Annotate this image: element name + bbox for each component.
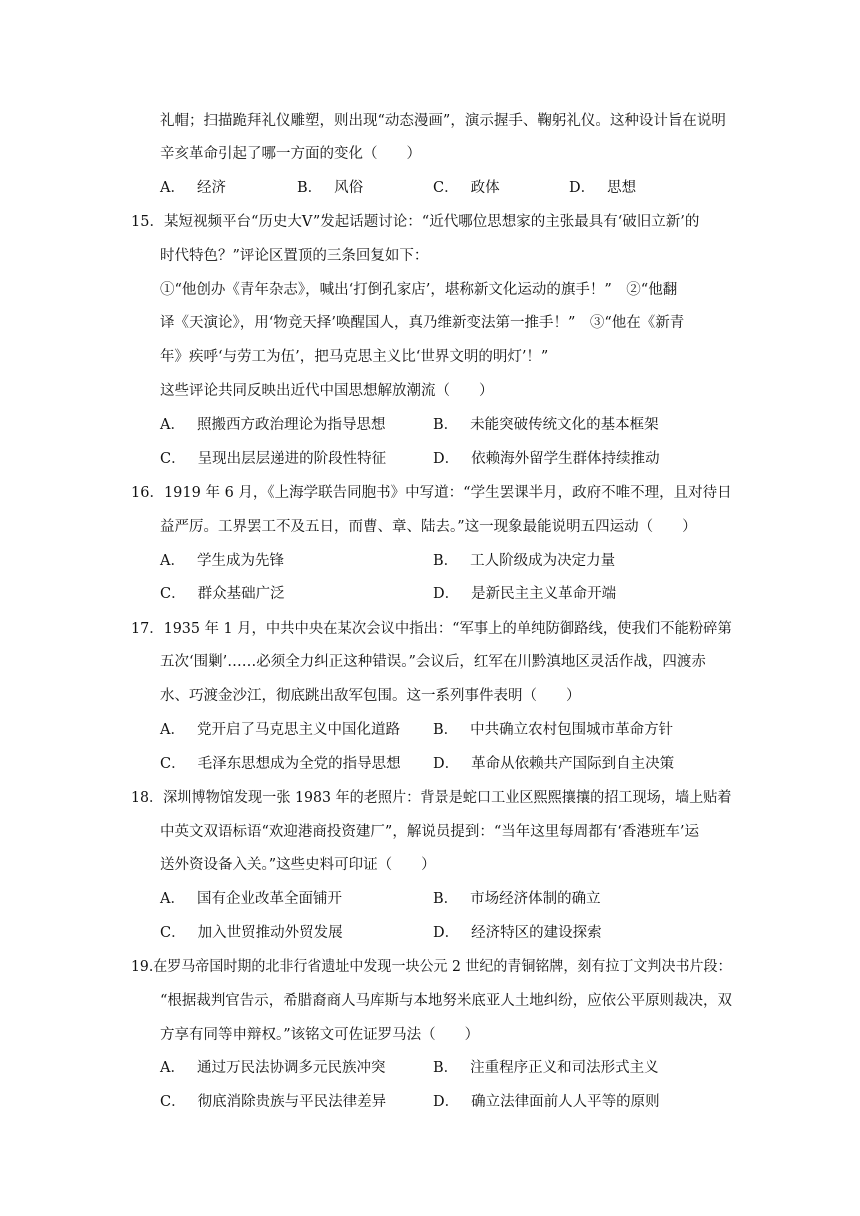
- q15-option-c[interactable]: [160, 449, 386, 469]
- q15-option-b[interactable]: [433, 415, 659, 435]
- q19-option-b[interactable]: [433, 1058, 659, 1078]
- option-key: C．: [160, 925, 186, 941]
- option-text: 市场经济体制的确立: [470, 891, 601, 907]
- q19-option-a[interactable]: [160, 1058, 385, 1078]
- option-key: B．: [433, 417, 459, 433]
- q16-option-c[interactable]: [160, 584, 285, 604]
- option-key: D．: [433, 451, 460, 467]
- q15-option-a[interactable]: [160, 415, 385, 435]
- q16-stem-line-1: 16．1919 年 6 月，《上海学联告同胞书》中写道：“学生罢课半月，政府不唯不理，且对待日: [131, 485, 732, 501]
- option-key: B．: [433, 891, 459, 907]
- q14-option-b[interactable]: [297, 178, 363, 198]
- q18-stem-line-1: 18．深圳博物馆发现一张 1983 年的老照片：背景是蛇口工业区熙熙攘攘的招工现场，墙上贴着: [131, 790, 732, 806]
- q17-option-a[interactable]: [160, 720, 400, 740]
- q14-option-d[interactable]: [569, 178, 636, 198]
- option-key: D．: [433, 756, 460, 772]
- q17-option-b[interactable]: [433, 720, 673, 740]
- q17-stem-line-3: 水、巧渡金沙江，彻底跳出敌军包围。这一系列事件表明（ ）: [160, 688, 581, 704]
- option-key: C．: [433, 180, 459, 196]
- option-key: A．: [160, 891, 185, 907]
- q16-option-a[interactable]: [160, 551, 284, 571]
- q15-stem-line-3: ①“他创办《青年杂志》，喊出‘打倒孔家店’，堪称新文化运动的旗手！” ②“他翻: [160, 282, 678, 298]
- option-key: B．: [433, 722, 459, 738]
- option-text: 依赖海外留学生群体持续推动: [471, 451, 660, 467]
- q18-option-c[interactable]: [160, 923, 343, 943]
- q17-option-d[interactable]: [433, 754, 674, 774]
- option-text: 经济: [196, 180, 226, 196]
- option-key: D．: [569, 180, 596, 196]
- option-text: 风俗: [334, 180, 364, 196]
- q19-stem-line-2: “根据裁判官告示，希腊裔商人马库斯与本地努米底亚人土地纠纷，应依公平原则裁决，双: [160, 993, 732, 1009]
- q18-stem-line-2: 中英文双语标语“欢迎港商投资建厂”，解说员提到：“当年这里每周都有‘香港班车’运: [160, 824, 699, 840]
- option-key: D．: [433, 925, 460, 941]
- q15-option-d[interactable]: [433, 449, 660, 469]
- q15-stem-line-1: 15．某短视频平台“历史大V”发起话题讨论：“近代哪位思想家的主张最具有‘破旧立新’的: [131, 214, 700, 230]
- option-key: A．: [160, 1060, 185, 1076]
- option-key: D．: [433, 1094, 460, 1110]
- option-key: A．: [160, 417, 185, 433]
- option-key: B．: [297, 180, 323, 196]
- option-text: 呈现出层层递进的阶段性特征: [197, 451, 387, 467]
- option-text: 国有企业改革全面铺开: [196, 891, 342, 907]
- option-text: 照搬西方政治理论为指导思想: [196, 417, 386, 433]
- option-text: 经济特区的建设探索: [471, 925, 602, 941]
- option-text: 加入世贸推动外贸发展: [197, 925, 343, 941]
- option-key: A．: [160, 722, 185, 738]
- option-text: 中共确立农村包围城市革命方针: [470, 722, 674, 738]
- q17-stem-line-2: 五次‘围剿’……必须全力纠正这种错误。”会议后，红军在川黔滇地区灵活作战，四渡赤: [160, 654, 706, 670]
- option-text: 未能突破传统文化的基本框架: [470, 417, 659, 433]
- option-key: A．: [160, 553, 185, 569]
- option-text: 政体: [470, 180, 500, 196]
- q15-stem-line-2: 时代特色？”评论区置顶的三条回复如下：: [160, 248, 429, 264]
- q19-stem-line-1: 19.在罗马帝国时期的北非行省遗址中发现一块公元 2 世纪的青铜铭牌，刻有拉丁文判决书片段：: [131, 959, 732, 975]
- q14-stem-line-2: 辛亥革命引起了哪一方面的变化（ ）: [160, 146, 421, 162]
- q17-option-c[interactable]: [160, 754, 401, 774]
- q16-option-d[interactable]: [433, 584, 616, 604]
- option-key: C．: [160, 586, 186, 602]
- option-text: 注重程序正义和司法形式主义: [470, 1060, 659, 1076]
- option-key: C．: [160, 451, 186, 467]
- q18-option-b[interactable]: [433, 889, 601, 909]
- option-key: C．: [160, 1094, 186, 1110]
- option-text: 思想: [607, 180, 637, 196]
- q19-stem-line-3: 方享有同等申辩权。”该铭文可佐证罗马法（ ）: [160, 1027, 480, 1043]
- q16-option-b[interactable]: [433, 551, 615, 571]
- q14-option-c[interactable]: [433, 178, 500, 198]
- option-text: 彻底消除贵族与平民法律差异: [197, 1094, 387, 1110]
- option-text: 确立法律面前人人平等的原则: [471, 1094, 660, 1110]
- q19-option-c[interactable]: [160, 1092, 386, 1112]
- option-text: 群众基础广泛: [197, 586, 285, 602]
- option-key: B．: [433, 553, 459, 569]
- q14-option-a[interactable]: [160, 178, 226, 198]
- option-text: 工人阶级成为决定力量: [470, 553, 616, 569]
- q14-stem-line-1: 礼帽；扫描跪拜礼仪雕塑，则出现“动态漫画”，演示握手、鞠躬礼仪。这种设计旨在说明: [160, 113, 726, 129]
- option-key: D．: [433, 586, 460, 602]
- q18-stem-line-3: 送外资设备入关。”这些史料可印证（ ）: [160, 857, 436, 873]
- option-text: 学生成为先锋: [196, 553, 284, 569]
- q17-stem-line-1: 17．1935 年 1 月，中共中央在某次会议中指出：“军事上的单纯防御路线，使我们不能粉碎第: [131, 621, 732, 637]
- q19-option-d[interactable]: [433, 1092, 660, 1112]
- q18-option-a[interactable]: [160, 889, 342, 909]
- q15-stem-line-4: 译《天演论》，用‘物竞天择’唤醒国人，真乃维新变法第一推手！” ③“他在《新青: [160, 315, 685, 331]
- option-text: 革命从依赖共产国际到自主决策: [471, 756, 675, 772]
- option-text: 通过万民法协调多元民族冲突: [196, 1060, 386, 1076]
- option-key: A．: [160, 180, 185, 196]
- option-text: 党开启了马克思主义中国化道路: [196, 722, 400, 738]
- q15-stem-line-6: 这些评论共同反映出近代中国思想解放潮流（ ）: [160, 383, 494, 399]
- option-key: C．: [160, 756, 186, 772]
- q16-stem-line-2: 益严厉。工界罢工不及五日，而曹、章、陆去。”这一现象最能说明五四运动（ ）: [160, 519, 697, 535]
- option-text: 毛泽东思想成为全党的指导思想: [197, 756, 401, 772]
- option-text: 是新民主主义革命开端: [471, 586, 617, 602]
- option-key: B．: [433, 1060, 459, 1076]
- q18-option-d[interactable]: [433, 923, 602, 943]
- q15-stem-line-5: 年》疾呼‘与劳工为伍’，把马克思主义比‘世界文明的明灯’！”: [160, 349, 549, 365]
